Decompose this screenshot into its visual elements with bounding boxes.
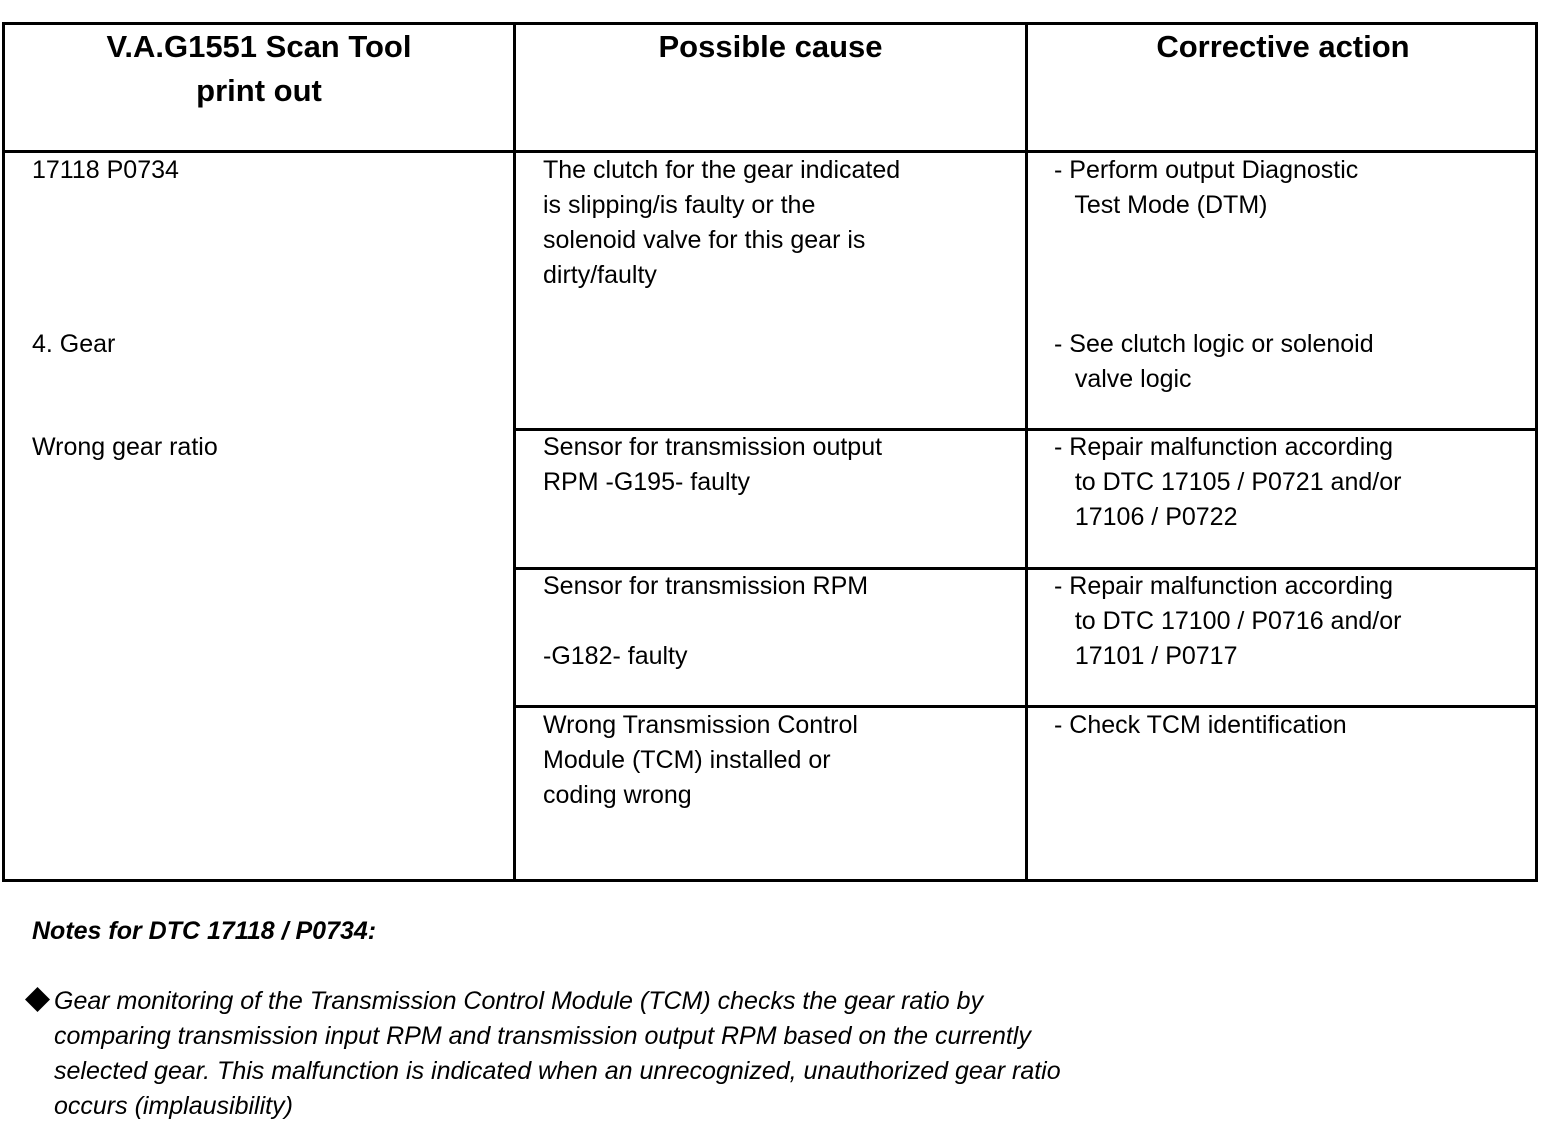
printout-description: Wrong gear ratio [32, 433, 218, 461]
column-divider [513, 25, 516, 879]
column-divider [1025, 25, 1028, 879]
dtc-table [2, 22, 1538, 882]
notes-title: Notes for DTC 17118 / P0734: [32, 917, 377, 945]
cause-clutch-solenoid: The clutch for the gear indicated is slipping/is faulty or the solenoid valve for this gear is dirty/faulty [543, 156, 901, 289]
action-repair-g195: - Repair malfunction according to DTC 17105 / P0721 and/or 17106 / P0722 [1054, 433, 1402, 531]
action-check-tcm: - Check TCM identification [1054, 711, 1347, 739]
printout-code: 17118 P0734 [32, 156, 179, 184]
printout-gear: 4. Gear [32, 330, 116, 358]
header-possible-cause: Possible cause [658, 29, 883, 64]
note-gear-monitoring: Gear monitoring of the Transmission Control Module (TCM) checks the gear ratio by comparing transmission input RPM and transmission output RPM based on the currently selected gear. This malfunction is indicated when an unrecognized, unauthorized gear ratio occurs (implausibility) [54, 987, 1061, 1120]
cause-output-rpm-sensor: Sensor for transmission output RPM -G195- faulty [543, 433, 883, 496]
action-repair-g182: - Repair malfunction according to DTC 17100 / P0716 and/or 17101 / P0717 [1054, 572, 1402, 670]
cause-wrong-tcm: Wrong Transmission Control Module (TCM) installed or coding wrong [543, 711, 858, 809]
action-clutch-solenoid-logic: - See clutch logic or solenoid valve logic [1054, 330, 1374, 393]
header-corrective-action: Corrective action [1156, 29, 1410, 64]
black-diamond-icon [24, 986, 51, 1013]
action-perform-dtm: - Perform output Diagnostic Test Mode (DTM) [1054, 156, 1359, 219]
cause-transmission-rpm-sensor: Sensor for transmission RPM -G182- faulty [543, 572, 869, 670]
header-scan-tool-printout: V.A.G1551 Scan Tool print out [106, 29, 412, 108]
